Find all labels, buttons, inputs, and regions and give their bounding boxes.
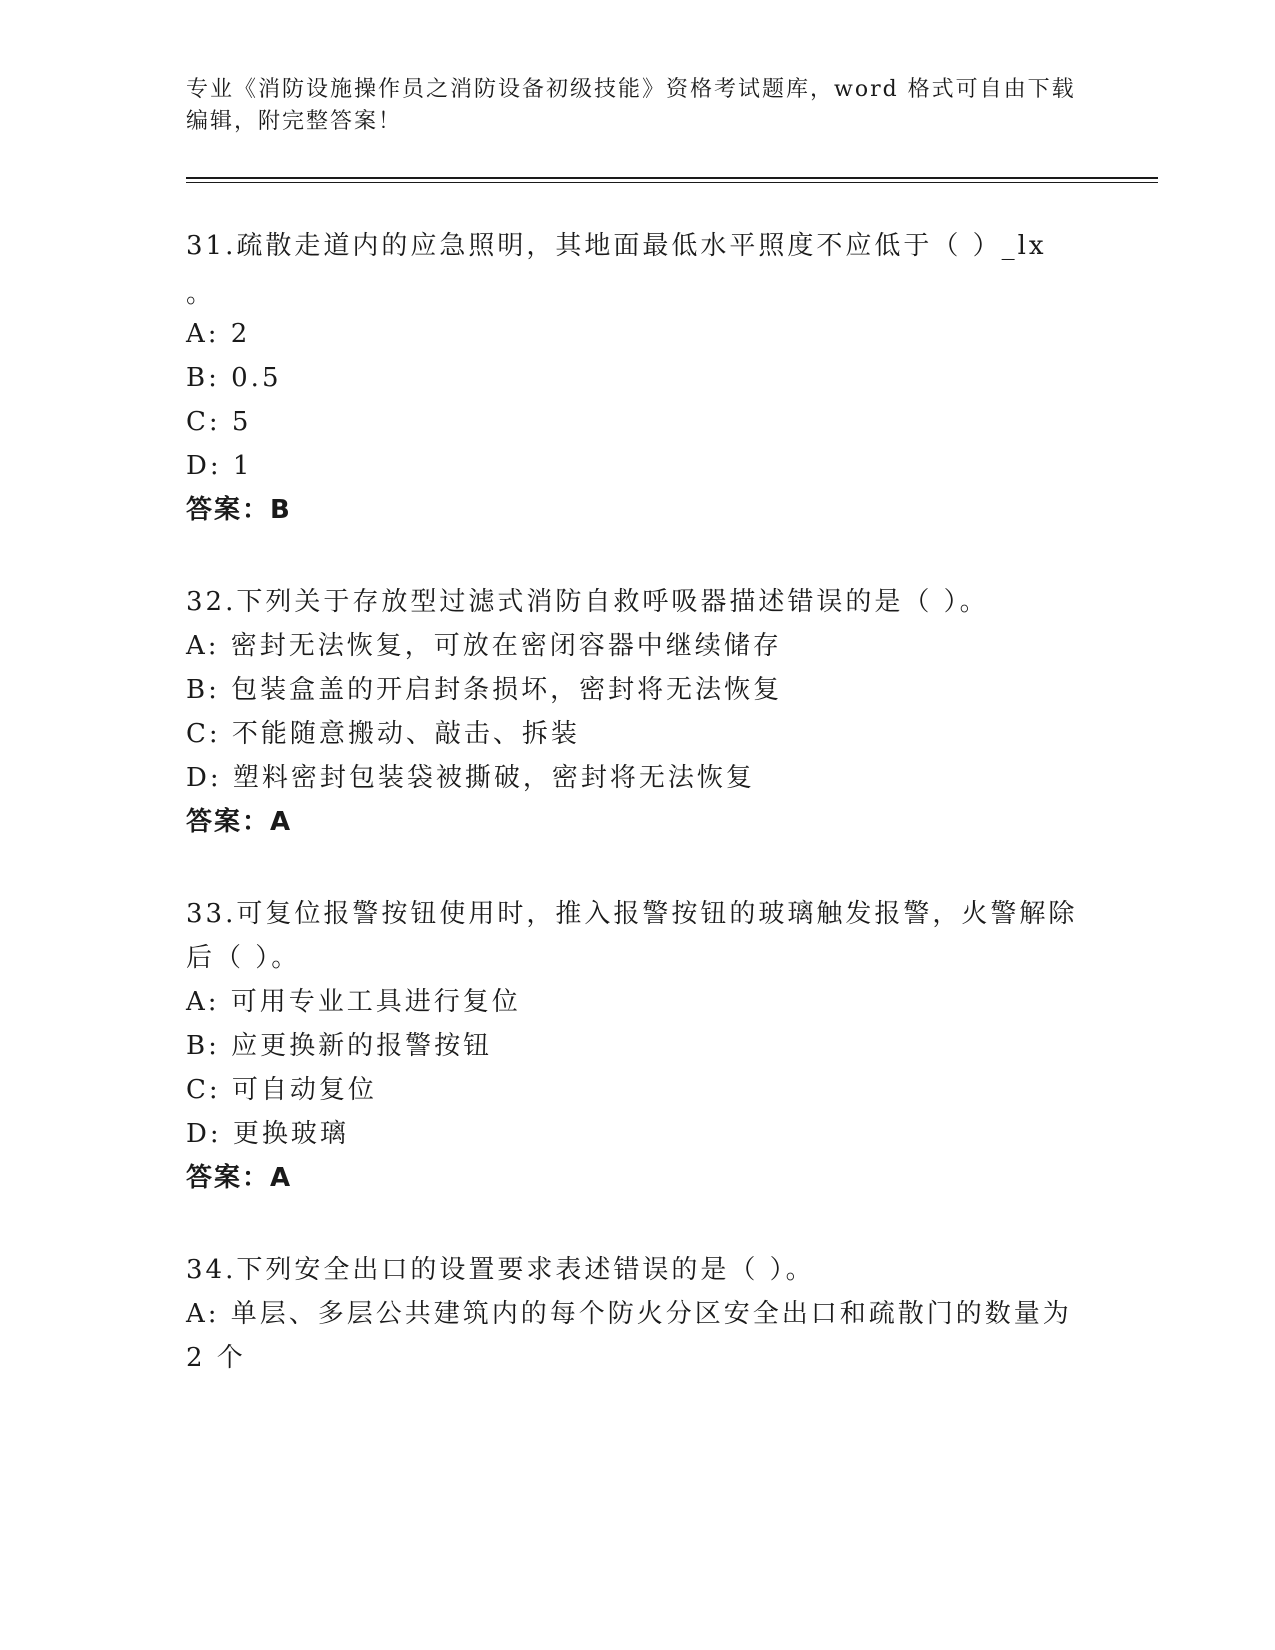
question-33-option-c: C: 可自动复位	[186, 1075, 377, 1105]
question-32-option-a: A: 密封无法恢复，可放在密闭容器中继续储存	[186, 631, 782, 661]
question-31-option-b: B: 0.5	[186, 363, 282, 393]
header-divider	[186, 177, 1158, 183]
question-33-option-a: A: 可用专业工具进行复位	[186, 987, 521, 1017]
question-32-answer: 答案：A	[186, 807, 293, 837]
question-33-option-d: D: 更换玻璃	[186, 1119, 349, 1149]
question-33-stem: 33.可复位报警按钮使用时，推入报警按钮的玻璃触发报警，火警解除	[186, 899, 1078, 929]
question-32-option-b: B: 包装盒盖的开启封条损坏，密封将无法恢复	[186, 675, 783, 705]
question-33-answer: 答案：A	[186, 1163, 293, 1193]
question-31-option-d: D: 1	[186, 451, 253, 481]
document-header-intro: 专业《消防设施操作员之消防设备初级技能》资格考试题库，word 格式可自由下载编辑，附完整答案！	[186, 77, 1076, 134]
question-31-option-a: A: 2	[186, 319, 251, 349]
question-32-option-c: C: 不能随意搬动、敲击、拆装	[186, 719, 580, 749]
question-31-stem: 31.疏散走道内的应急照明，其地面最低水平照度不应低于（ ）_lx	[186, 231, 1047, 261]
question-31-option-c: C: 5	[186, 407, 252, 437]
question-32-option-d: D: 塑料密封包装袋被撕破，密封将无法恢复	[186, 763, 755, 793]
question-33-stem-continuation: 后（ ）。	[186, 943, 301, 973]
question-34-option-a-continuation: 2 个	[186, 1343, 246, 1373]
question-33-option-b: B: 应更换新的报警按钮	[186, 1031, 493, 1061]
question-34-stem: 34.下列安全出口的设置要求表述错误的是（ ）。	[186, 1255, 815, 1285]
question-34-option-a: A: 单层、多层公共建筑内的每个防火分区安全出口和疏散门的数量为	[186, 1299, 1072, 1329]
question-31-stem-continuation: 。	[186, 279, 216, 309]
question-32-stem: 32.下列关于存放型过滤式消防自救呼吸器描述错误的是（ ）。	[186, 587, 989, 617]
question-31-answer: 答案：B	[186, 495, 292, 525]
